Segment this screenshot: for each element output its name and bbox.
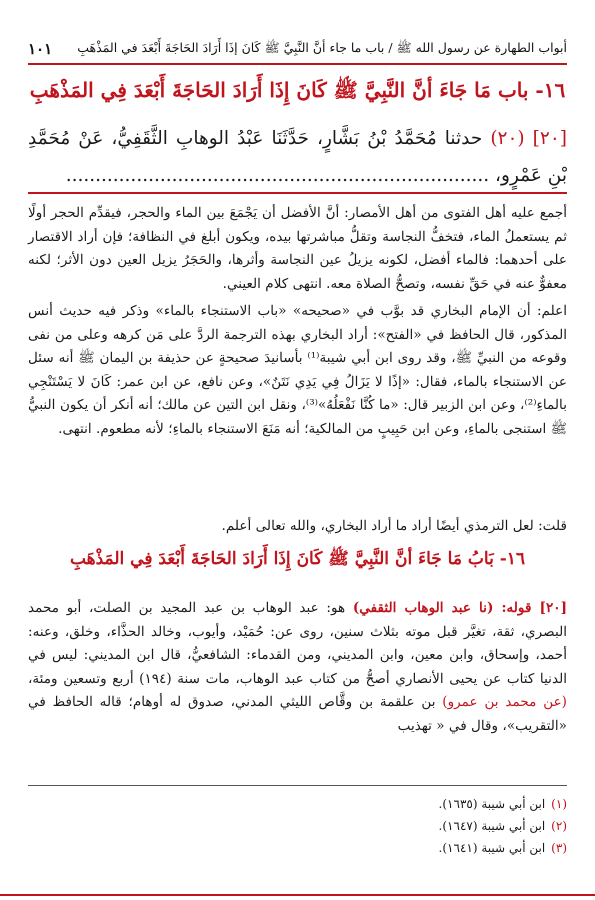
footnote-text: ابن أبي شيبة (١٦٤١). (438, 841, 546, 855)
narrator-heading: [٢٠] قوله: (نا عبد الوهاب الثقفي) (352, 600, 568, 616)
hadith-isnad: حدثنا مُحَمَّدُ بْنُ بَشَّارٍ، حَدَّثَنَا عَبْدُ الوهابِ الثَّقَفِيُّ، عَنْ مُحَمَّدِ بْنِ عَمْرٍو، ........................................................................ (28, 128, 567, 186)
footnote (28, 815, 567, 837)
footnote-text: ابن أبي شيبة (١٦٤٧). (438, 819, 546, 833)
footnote (28, 837, 567, 859)
chapter-title: ١٦- باب مَا جَاءَ أنَّ النَّبِيَّ ﷺ كَانَ إِذَا أَرَادَ الحَاجَةَ أَبْعَدَ فِي المَذْهَبِ (29, 78, 566, 102)
footnote-mark: (١) (551, 797, 567, 811)
hadith-text-block (28, 120, 567, 194)
footnote-text: ابن أبي شيبة (١٦٣٥). (438, 797, 546, 811)
commentary-paragraph-3: قلت: لعل الترمذي أيضًا أراد ما أراد البخاري، والله تعالى أعلم. (221, 518, 567, 534)
narrator-bio-b: بن علقمة بن وقَّاص الليثي المدني، صدوق له أوهام؛ قاله الحافظ في «التقريب»، وقال في « تهذيب (28, 694, 567, 734)
narrator-bio-a: هو: عبد الوهاب بن عبد المجيد بن الصلت، أبو محمد البصري، ثقة، تغيَّر قبل موته بثلاث سنين، روى عن: حُمَيْد، وأيوب، وخالد الحذَّاء، وخلق، وعنه: أحمد، وإسحاق، وابن معين، وابن المديني، ومن القدماء: الشافعيُّ، قال ابن المديني: ليس في الدنيا كتاب عن يحيى الأنصاري أصحُّ من كتاب عبد الوهاب، مات سنة (١٩٤) أربع وتسعين ومئة، (28, 600, 568, 687)
chapter-title-2: ١٦- بَابُ مَا جَاءَ أنَّ النَّبِيَّ ﷺ كَانَ إِذَا أَرَادَ الحَاجَةَ أَبْعَدَ فِي المَذْهَبِ (69, 549, 526, 569)
footnote (28, 793, 567, 815)
footnote-mark: (٣) (551, 841, 567, 855)
footnote-mark: (٢) (551, 819, 567, 833)
hadith-number: [٢٠] (٢٠) (490, 128, 567, 149)
footnote-rule (28, 785, 567, 786)
bottom-rule (0, 894, 595, 896)
header-rule (28, 63, 567, 65)
page-number: ١٠١ (28, 40, 53, 58)
commentary-paragraph-2: اعلم: أن الإمام البخاري قد بوَّب في «صحيحه» «باب الاستنجاء بالماء» وذكر فيه حديث أنس المذكور، قال الحافظ في «الفتح»: أراد البخاري بهذه الترجمة الردَّ على مَن كرهه وعلى من نفى وقوعه من النبيِّ ﷺ، وقد روى ابن أبي شيبة⁽¹⁾ بأسانيدَ صحيحةٍ عن حذيفة بن اليمان ﷺ أنه سئل عن الاستنجاء بالماء، فقال: «إذًا لا يَزَالُ فِي يَدِي نَتَنٌ»، وعن نافع، عن ابن عمر: كَانَ لا يَسْتَنْجِي بالماءِ⁽²⁾، وعن ابن الزبير قال: «ما كُنَّا نَفْعَلُهُ»⁽³⁾، ونقل ابن التين عن مالك؛ أنه أنكر أن يكون النبيُّ ﷺ استنجى بالماءِ، وعن ابن حَبِيبٍ من المالكية؛ أنه مَنَعَ الاستنجاء بالماءِ؛ لأنه مطعوم. انتهى. (28, 303, 567, 437)
hadith-divider (28, 192, 567, 194)
footnotes (28, 793, 567, 859)
commentary-paragraph-4 (28, 597, 567, 738)
running-title: أبواب الطهارة عن رسول الله ﷺ / باب ما جاء أنَّ النَّبِيَّ ﷺ كَانَ إذَا أَرَادَ الحَاجَةَ أَبْعَدَ في المَذْهَبِ (77, 39, 567, 55)
narrator-highlight: (عن محمد بن عمرو) (442, 694, 567, 710)
page-header (28, 38, 567, 60)
commentary-paragraph-1: أجمع عليه أهل الفتوى من أهل الأمصار: أنَّ الأفضل أن يَجْمَعَ بين الماء والحجر، فيقدِّم الحجر أولًا ثم يستعملُ الماء، فتخفُّ النجاسة وتقلُّ مباشرتها بيده، ويكون أبلغ في النظافة؛ فإن أراد الاقتصار على أحدهما: فالماء أفضل، لكونه يزيلُ عين النجاسة وأثرها، والحَجَرُ يزيل العين دون الأثر؛ لكنه معفوٌّ عنه في حَقِّ نفسه، وتصحُّ الصلاة معه. انتهى كلام العيني. (28, 205, 567, 292)
